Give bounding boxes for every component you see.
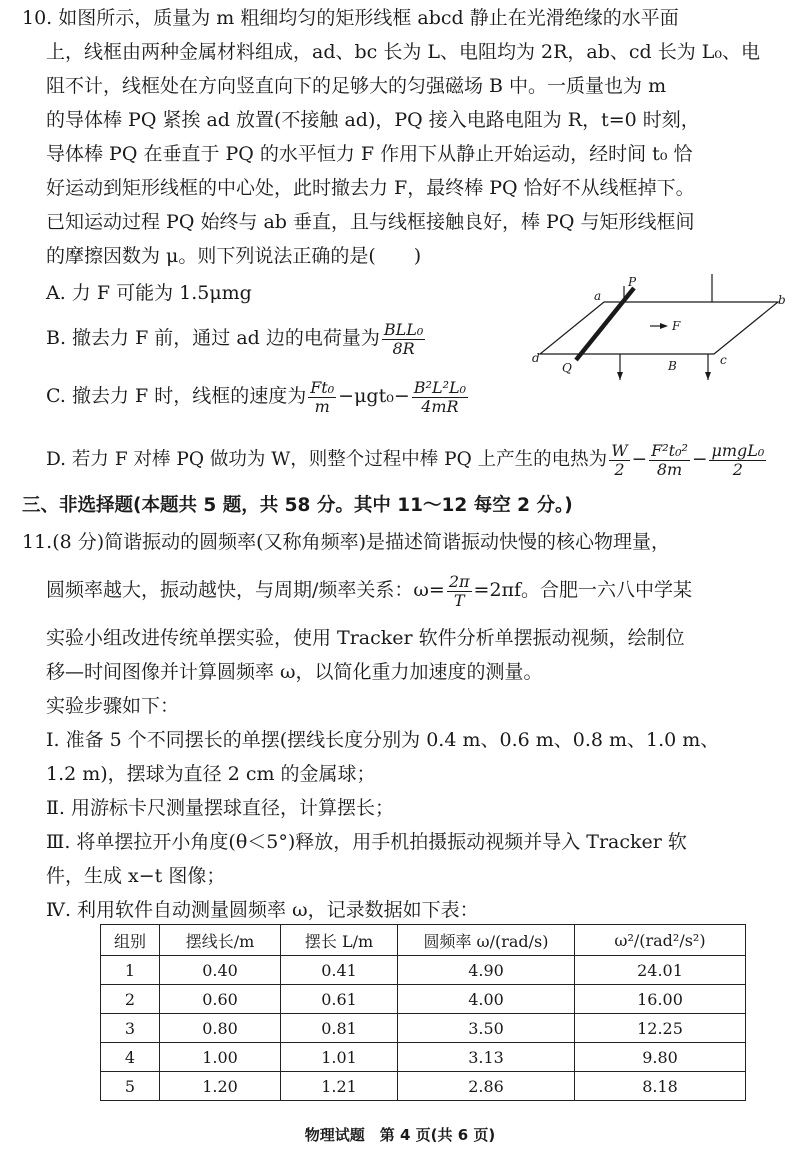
fraction-numerator: W (611, 440, 628, 460)
frame-diagram (532, 274, 792, 390)
table-cell: 4 (101, 1043, 160, 1072)
table-header-cell: 摆线长/m (160, 925, 281, 956)
q11-step-3b: 件，生成 x−t 图像； (46, 865, 226, 887)
label-f: F (672, 319, 681, 333)
table-cell: 3.50 (398, 1014, 575, 1043)
table-row (101, 1043, 746, 1072)
fraction-denominator: 8m (656, 459, 683, 479)
table-cell: 3.13 (398, 1043, 575, 1072)
table-cell: 1.20 (160, 1072, 281, 1101)
table-cell: 8.18 (575, 1072, 746, 1101)
table-cell: 9.80 (575, 1043, 746, 1072)
fraction-denominator: 2 (732, 459, 743, 479)
table-row (101, 985, 746, 1014)
q10-line-8: 的摩擦因数为 μ。则下列说法正确的是( ) (46, 245, 422, 267)
q10-line-5: 导体棒 PQ 在垂直于 PQ 的水平恒力 F 作用下从静止开始运动，经时间 t₀ 恰 (46, 143, 693, 165)
fraction-denominator: 8R (392, 338, 415, 358)
label-d: d (532, 351, 540, 365)
page-footer: 物理试题 第 4 页(共 6 页) (304, 1126, 496, 1144)
force-arrowhead (660, 323, 668, 329)
table-cell: 2 (101, 985, 160, 1014)
label-c: c (720, 353, 727, 367)
table-cell: 0.60 (160, 985, 281, 1014)
q10-line-2: 上，线框由两种金属材料组成，ad、bc 长为 L、电阻均为 2R，ab、cd 长为 L₀、电 (46, 41, 761, 63)
table-cell: 1.01 (281, 1043, 398, 1072)
table-header-cell: 圆频率 ω/(rad/s) (398, 925, 575, 956)
table-header-cell: ω²/(rad²/s²) (575, 925, 746, 956)
option-b-fraction (382, 321, 425, 358)
q11-line-1: 11.(8 分)简谐振动的圆频率(又称角频率)是描述简谐振动快慢的核心物理量， (22, 531, 670, 553)
option-d-fraction-3 (709, 442, 766, 479)
table-cell: 24.01 (575, 956, 746, 985)
q11-step-3a: Ⅲ. 将单摆拉开小角度(θ＜5°)释放，用手机拍摄振动视频并导入 Tracker 软 (46, 831, 687, 853)
q10-line-6: 好运动到矩形线框的中心处，此时撤去力 F，最终棒 PQ 恰好不从线框掉下。 (46, 177, 695, 199)
fraction-numerator: 2π (448, 571, 470, 591)
field-arrow-right (705, 372, 711, 380)
section-title: 三、非选择题(本题共 5 题，共 58 分。其中 11～12 每空 2 分。) (22, 495, 573, 516)
minus-sign: − (631, 449, 648, 470)
q11-line-2-text: 圆频率越大，振动越快，与周期/频率关系：ω= (46, 579, 445, 601)
option-c-mid: −μgt₀− (338, 385, 410, 407)
fraction-numerator: Ft₀ (310, 377, 335, 397)
table-row (101, 956, 746, 985)
table-row (101, 1014, 746, 1043)
table-header-cell: 组别 (101, 925, 160, 956)
label-a: a (594, 289, 602, 303)
option-d-fraction-1 (609, 442, 629, 479)
table-cell: 0.81 (281, 1014, 398, 1043)
option-b-text: B. 撤去力 F 前，通过 ad 边的电荷量为 (46, 327, 380, 349)
q11-step-1a: Ⅰ. 准备 5 个不同摆长的单摆(摆线长度分别为 0.4 m、0.6 m、0.8 m、1.0 m、 (46, 729, 720, 751)
q11-line-2 (46, 570, 786, 610)
q10-line-4: 的导体棒 PQ 紧挨 ad 放置(不接触 ad)，PQ 接入电路电阻为 R，t=0 时刻， (46, 109, 700, 131)
fraction-numerator: BLL₀ (383, 319, 424, 339)
table-cell: 4.00 (398, 985, 575, 1014)
q11-step-2: Ⅱ. 用游标卡尺测量摆球直径，计算摆长； (46, 797, 394, 819)
frame-outline (540, 302, 778, 354)
data-table (100, 924, 746, 1101)
omega-fraction (447, 573, 472, 610)
label-magnetic-field: B (668, 359, 677, 373)
table-cell: 0.80 (160, 1014, 281, 1043)
table-cell: 3 (101, 1014, 160, 1043)
table-cell: 12.25 (575, 1014, 746, 1043)
q10-line-7: 已知运动过程 PQ 始终与 ab 垂直，且与线框接触良好，棒 PQ 与矩形线框间 (46, 211, 695, 233)
label-p: P (628, 275, 637, 289)
fraction-denominator: T (453, 590, 465, 610)
q11-line-3: 实验小组改进传统单摆实验，使用 Tracker 软件分析单摆振动视频，绘制位 (46, 627, 685, 649)
q11-line-2-suffix: =2πf。合肥一六八中学某 (473, 579, 693, 601)
fraction-denominator: m (314, 396, 330, 416)
q11-step-4: Ⅳ. 利用软件自动测量圆频率 ω，记录数据如下表： (46, 899, 479, 921)
table-cell: 4.90 (398, 956, 575, 985)
q10-option-d (46, 440, 786, 480)
option-c-fraction-2 (412, 379, 468, 416)
option-c-fraction-1 (308, 379, 336, 416)
option-d-text: D. 若力 F 对棒 PQ 做功为 W，则整个过程中棒 PQ 上产生的电热为 (46, 449, 608, 470)
table-row (101, 1072, 746, 1101)
table-cell: 1.21 (281, 1072, 398, 1101)
table-cell: 0.61 (281, 985, 398, 1014)
table-header-row (101, 925, 746, 956)
fraction-numerator: F²t₀² (651, 440, 688, 460)
minus-sign: − (691, 449, 708, 470)
table-cell: 1 (101, 956, 160, 985)
q11-line-5: 实验步骤如下： (46, 695, 180, 717)
table-cell: 0.40 (160, 956, 281, 985)
fraction-numerator: μmgL₀ (711, 440, 765, 460)
q10-option-a: A. 力 F 可能为 1.5μmg (46, 282, 252, 304)
field-arrow-left (617, 372, 623, 380)
label-b: b (778, 293, 786, 307)
option-c-text: C. 撤去力 F 时，线框的速度为 (46, 385, 307, 407)
q11-step-1b: 1.2 m)，摆球为直径 2 cm 的金属球； (46, 763, 376, 785)
fraction-denominator: 2 (614, 459, 625, 479)
table-header-cell: 摆长 L/m (281, 925, 398, 956)
table-cell: 2.86 (398, 1072, 575, 1101)
q10-line-1: 10. 如图所示，质量为 m 粗细均匀的矩形线框 abcd 静止在光滑绝缘的水平面 (22, 7, 679, 29)
q11-line-4: 移—时间图像并计算圆频率 ω，以简化重力加速度的测量。 (46, 661, 543, 683)
fraction-numerator: B²L²L₀ (413, 377, 467, 397)
fraction-denominator: 4mR (421, 396, 459, 416)
table-cell: 1.00 (160, 1043, 281, 1072)
option-d-fraction-2 (649, 442, 690, 479)
table-cell: 16.00 (575, 985, 746, 1014)
label-q: Q (562, 361, 572, 375)
rod-pq (576, 288, 634, 360)
table-cell: 0.41 (281, 956, 398, 985)
table-cell: 5 (101, 1072, 160, 1101)
q10-line-3: 阻不计，线框处在方向竖直向下的足够大的匀强磁场 B 中。一质量也为 m (46, 75, 667, 97)
